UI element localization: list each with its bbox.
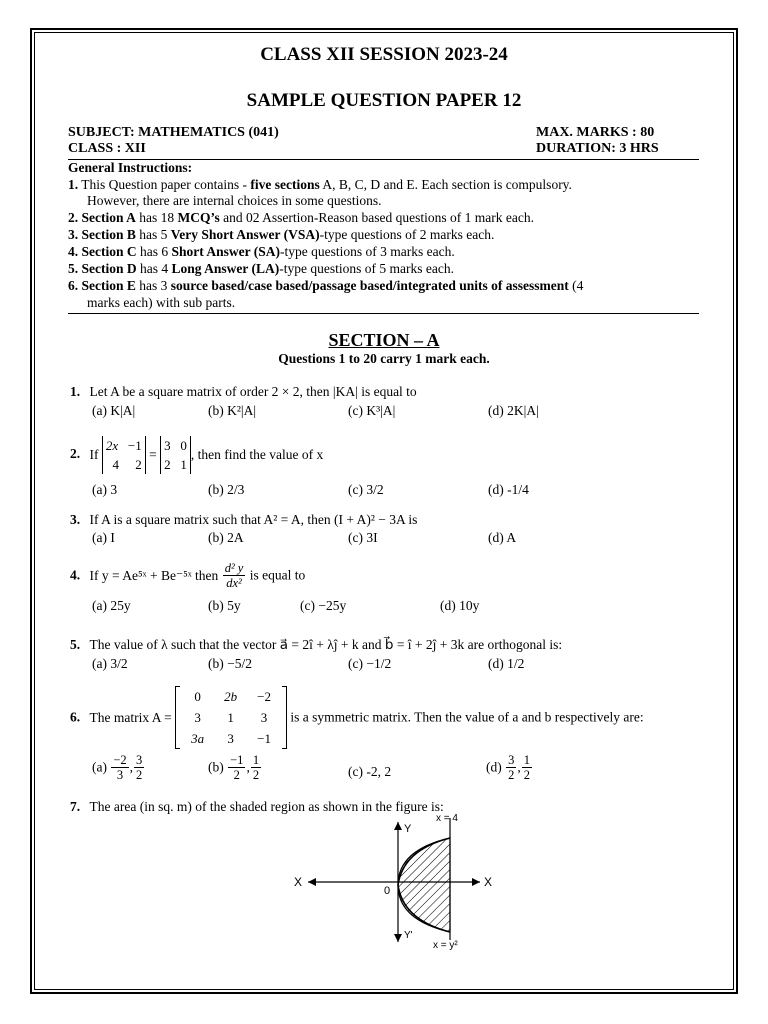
shaded-region — [398, 838, 450, 932]
question-2: 2. If 2x −1 4 2 = 3 0 2 1, then find the value of x — [70, 438, 324, 472]
q5-option-c: (c) −1/2 — [348, 656, 392, 671]
question-3 — [70, 512, 417, 528]
instruction-text: -type questions of 5 marks each. — [279, 261, 454, 276]
fraction-denominator: 3 — [116, 768, 124, 782]
section-subtitle: Questions 1 to 20 carry 1 mark each. — [278, 351, 490, 366]
determinant-right — [160, 436, 191, 474]
q4-option-c: (c) −25y — [300, 598, 347, 613]
fraction — [134, 753, 144, 782]
fraction-denominator: 2 — [508, 768, 515, 782]
instruction-text: (4 — [568, 278, 584, 293]
q6-option-b: (b) $\frac{-1}{2}$ , $\frac{1}{2}$ — [208, 753, 260, 782]
matrix-cell: 3 — [194, 710, 201, 725]
label-x-axis-negative: X — [294, 875, 303, 889]
matrix-cell: −1 — [257, 731, 271, 746]
symmetric-matrix — [175, 686, 287, 749]
q5-option-b: (b) −5/2 — [208, 656, 252, 671]
q2-option-c: (c) 3/2 — [348, 482, 384, 497]
subject-label: SUBJECT: MATHEMATICS (041) — [68, 125, 279, 140]
det-cell: 1 — [180, 457, 187, 472]
label-origin: 0 — [384, 885, 391, 897]
fraction — [111, 753, 128, 782]
fraction-numerator: −1 — [230, 753, 244, 767]
matrix-cell: 3a — [191, 731, 205, 746]
q3-option-b: (b) 2A — [208, 530, 244, 545]
instruction-text: has 18 — [135, 210, 178, 225]
x-axis-arrow-left — [308, 878, 316, 886]
question-number: 5. — [70, 637, 81, 652]
det-cell: −1 — [127, 438, 142, 453]
paper-subtitle: SAMPLE QUESTION PAPER 12 — [246, 90, 522, 111]
instructions-divider — [68, 313, 699, 314]
q4-option-b: (b) 5y — [208, 598, 241, 613]
matrix-cell: 1 — [227, 710, 234, 725]
matrix-cell: 0 — [194, 689, 201, 704]
option-label: (d) — [486, 759, 502, 775]
question-text: If — [89, 447, 99, 462]
det-cell: 3 — [164, 438, 171, 453]
fraction-denominator: 2 — [136, 768, 143, 782]
det-cell: 2x — [105, 438, 119, 453]
question-number: 4. — [70, 567, 81, 583]
q5-option-d: (d) 1/2 — [488, 656, 525, 671]
instruction-bold: Short Answer (SA) — [171, 244, 281, 259]
fraction-denominator: dx² — [226, 576, 242, 590]
instruction-num: 6. — [68, 278, 79, 293]
fraction — [506, 753, 516, 782]
fraction-numerator: 1 — [523, 753, 530, 767]
option-label: (a) — [92, 759, 107, 775]
det-cell: 0 — [180, 438, 187, 453]
fraction — [228, 753, 245, 782]
question-number: 7. — [70, 799, 81, 814]
instruction-num: 4. — [68, 244, 79, 259]
q3-option-d: (d) A — [488, 530, 517, 545]
instruction-text: This Question paper contains - — [81, 177, 251, 192]
question-number: 3. — [70, 512, 81, 527]
instruction-bold: Section A — [81, 210, 136, 225]
instruction-bold: MCQ’s — [177, 210, 220, 225]
max-marks-label: MAX. MARKS : 80 — [536, 125, 655, 140]
matrix-cell: 3 — [260, 710, 268, 725]
question-text: If y = Ae⁵ˣ + Be⁻⁵ˣ then — [89, 567, 219, 583]
instruction-bold: Long Answer (LA) — [171, 261, 280, 276]
section-title: SECTION – A — [328, 330, 440, 350]
determinant-left — [102, 436, 146, 474]
shaded-region-figure — [280, 810, 500, 960]
x-axis-arrow-right — [472, 878, 480, 886]
y-axis-arrow-up — [394, 822, 402, 830]
instruction-1-continued: However, there are internal choices in some questions. — [87, 193, 382, 208]
paper-title: CLASS XII SESSION 2023-24 — [260, 44, 508, 65]
q3-option-a: (a) I — [92, 530, 115, 545]
instruction-bold: Section E — [81, 278, 136, 293]
instruction-text: has 5 — [135, 227, 171, 242]
matrix-cell: −2 — [257, 689, 271, 704]
question-text: , then find the value of x — [190, 447, 324, 462]
q1-option-a: (a) K|A| — [92, 403, 136, 418]
instruction-5 — [68, 261, 454, 277]
instruction-bold: Section D — [81, 261, 137, 276]
fraction-numerator: 1 — [252, 753, 260, 767]
instruction-text: -type questions of 3 marks each. — [280, 244, 455, 259]
matrix-cell: 2b — [224, 689, 238, 704]
q1-option-b: (b) K²|A| — [208, 403, 257, 418]
instruction-bold: Section C — [81, 244, 137, 259]
question-6 — [70, 686, 644, 749]
label-x-equals-4: x = 4 — [436, 813, 458, 824]
fraction-numerator: 3 — [136, 753, 143, 767]
fraction-numerator: 3 — [508, 753, 515, 767]
q2-option-b: (b) 2/3 — [208, 482, 245, 497]
instruction-bold: five sections — [250, 177, 320, 192]
instruction-num: 2. — [68, 210, 79, 225]
q2-option-a: (a) 3 — [92, 482, 118, 497]
label-x-axis: X — [484, 875, 493, 889]
derivative-fraction — [223, 561, 246, 590]
q4-option-d: (d) 10y — [440, 598, 480, 613]
question-text: The area (in sq. m) of the shaded region as shown in the figure is: — [89, 799, 444, 814]
instruction-bold: Section B — [81, 227, 136, 242]
instruction-num: 5. — [68, 261, 79, 276]
question-4 — [70, 561, 305, 590]
q4-option-a: (a) 25y — [92, 598, 131, 613]
duration-label: DURATION: 3 HRS — [536, 141, 659, 156]
fraction — [522, 753, 532, 782]
q1-option-d: (d) 2K|A| — [488, 403, 539, 418]
q3-option-c: (c) 3I — [348, 530, 378, 545]
fraction — [251, 753, 261, 782]
class-label: CLASS : XII — [68, 141, 146, 156]
instruction-num: 3. — [68, 227, 79, 242]
instruction-bold: source based/case based/passage based/integrated units of assessment — [170, 278, 569, 293]
instruction-6 — [68, 278, 583, 294]
question-number: 1. — [70, 384, 81, 399]
question-1 — [70, 384, 417, 400]
question-text: If A is a square matrix such that A² = A, then (I + A)² − 3A is — [89, 512, 418, 527]
instruction-num: 1. — [68, 177, 79, 192]
instruction-text: has 3 — [135, 278, 171, 293]
instruction-6-continued: marks each) with sub parts. — [87, 295, 236, 310]
instruction-text: -type questions of 2 marks each. — [319, 227, 495, 242]
question-5 — [70, 637, 562, 653]
question-text: The value of λ such that the vector a⃗ = 2î + λĵ + k and b⃗ = î + 2ĵ + 3k are orthogonal is: — [89, 637, 563, 652]
q1-option-c: (c) K³|A| — [348, 403, 396, 418]
fraction-denominator: 2 — [523, 768, 530, 782]
question-text: Let A be a square matrix of order 2 × 2, then |KA| is equal to — [89, 384, 417, 399]
instruction-3 — [68, 227, 494, 243]
q5-option-a: (a) 3/2 — [92, 656, 128, 671]
question-number: 2. — [70, 446, 81, 462]
instruction-text: has 6 — [136, 244, 172, 259]
instructions-heading: General Instructions: — [68, 160, 193, 175]
instruction-1 — [68, 177, 572, 193]
fraction-numerator: −2 — [113, 753, 127, 767]
fraction-denominator: 2 — [233, 768, 240, 782]
option-label: (b) — [208, 759, 224, 775]
question-text: The matrix A = — [89, 709, 172, 725]
instruction-bold: Very Short Answer (VSA) — [170, 227, 320, 242]
question-number: 6. — [70, 709, 81, 725]
label-y-axis: Y — [404, 823, 412, 835]
label-y-axis-negative: Y' — [404, 930, 413, 941]
q6-option-d: (d) $\frac{3}{2}$ , $\frac{1}{2}$ — [486, 753, 530, 782]
instruction-2 — [68, 210, 534, 226]
question-text: is a symmetric matrix. Then the value of a and b respectively are: — [290, 709, 644, 725]
q6-option-c: (c) -2, 2 — [348, 764, 392, 779]
matrix-cell: 3 — [227, 731, 234, 746]
fraction-numerator: d² y — [224, 561, 244, 575]
det-cell: 4 — [112, 457, 119, 472]
det-cell: 2 — [164, 457, 171, 472]
y-axis-arrow-down — [394, 934, 402, 942]
fraction-denominator: 2 — [252, 768, 260, 782]
q6-option-a: (a) $\frac{-2}{3}$ , $\frac{3}{2}$ — [92, 753, 143, 782]
question-text: is equal to — [249, 567, 306, 583]
instruction-4 — [68, 244, 455, 260]
instruction-text: has 4 — [136, 261, 172, 276]
instruction-text: and 02 Assertion-Reason based questions of 1 mark each. — [219, 210, 534, 225]
instruction-text: A, B, C, D and E. Each section is compulsory. — [319, 177, 572, 192]
q2-option-d: (d) -1/4 — [488, 482, 529, 497]
label-parabola: x = y² — [433, 940, 458, 951]
det-cell: 2 — [135, 457, 142, 472]
